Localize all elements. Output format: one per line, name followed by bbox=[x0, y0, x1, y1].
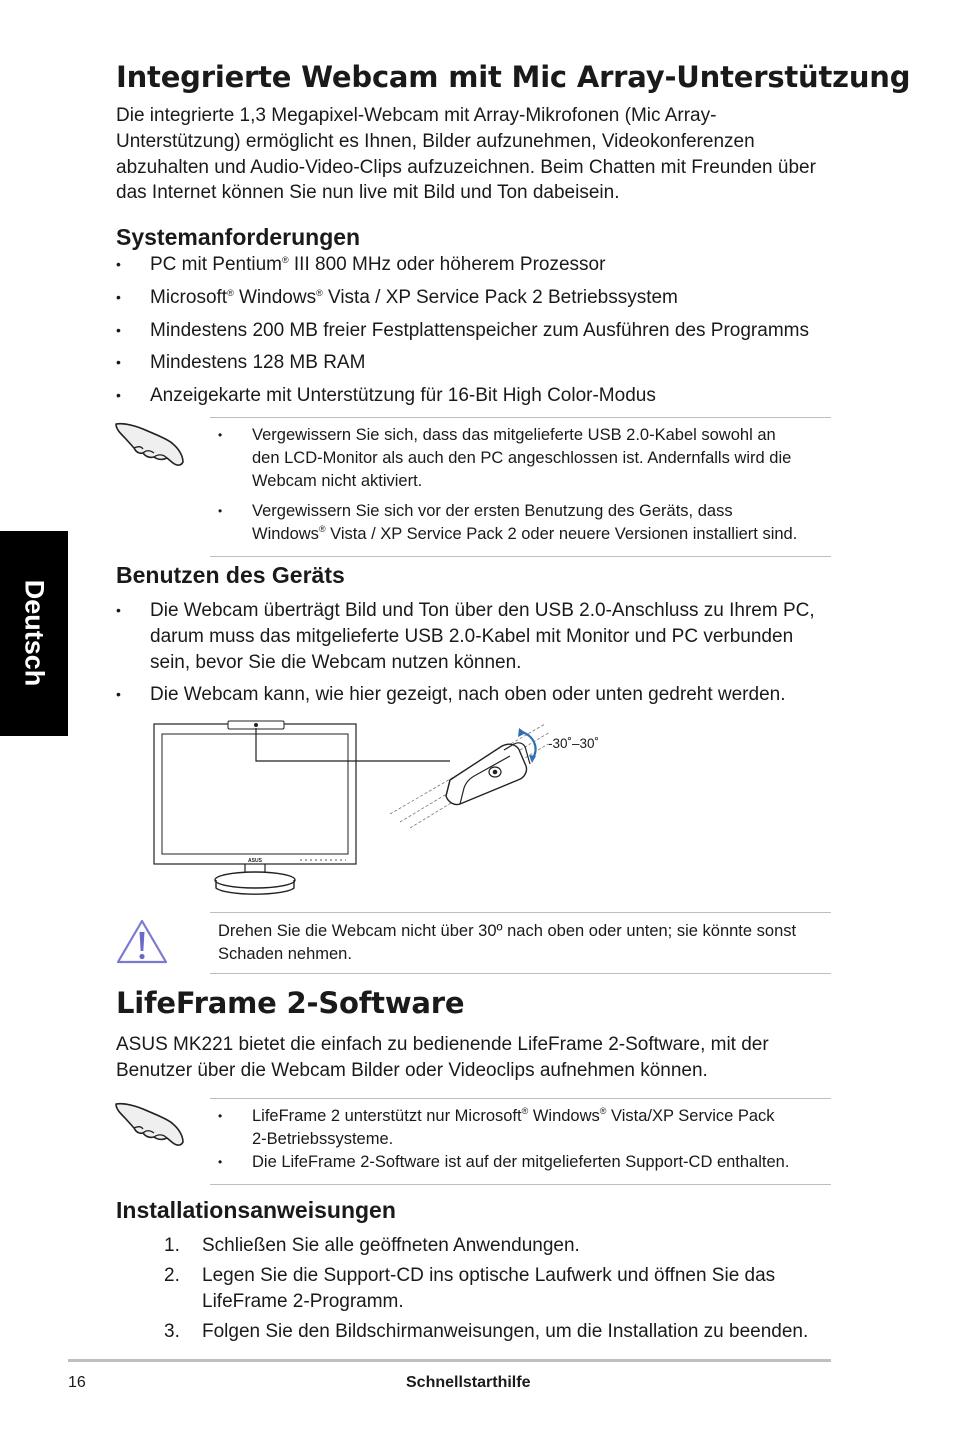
list-item bbox=[116, 682, 836, 708]
text: Die Webcam kann, wie hier gezeigt, nach oben oder unten gedreht werden. bbox=[150, 684, 786, 706]
step-line: LifeFrame 2-Programm. bbox=[202, 1291, 404, 1312]
intro-line: ASUS MK221 bietet die einfach zu bedienende LifeFrame 2-Software, mit der bbox=[116, 1034, 769, 1055]
registered-mark: ® bbox=[521, 1106, 529, 1116]
warning-top-rule bbox=[210, 912, 831, 913]
intro-line: das Internet können Sie nun live mit Bild und Ton dabeisein. bbox=[116, 182, 620, 204]
note-line: Vergewissern Sie sich, dass das mitgelieferte USB 2.0-Kabel sowohl an bbox=[252, 426, 776, 444]
webcam-title: Integrierte Webcam mit Mic Array-Unterstützung bbox=[116, 60, 911, 94]
footer-rule bbox=[68, 1359, 831, 1362]
note-top-rule bbox=[210, 417, 831, 418]
text-line: darum muss das mitgelieferte USB 2.0-Kabel mit Monitor und PC verbunden bbox=[150, 625, 794, 647]
monitor-base bbox=[215, 872, 295, 888]
bullet: • bbox=[116, 321, 121, 338]
warning-line: Drehen Sie die Webcam nicht über 30º nach oben oder unten; sie könnte sonst bbox=[218, 922, 797, 940]
list-item bbox=[116, 1319, 836, 1346]
text: Die LifeFrame 2-Software ist auf der mitgelieferten Support-CD enthalten. bbox=[252, 1153, 790, 1171]
list-item bbox=[116, 285, 836, 311]
bullet: • bbox=[218, 1109, 223, 1123]
registered-mark: ® bbox=[227, 287, 234, 298]
text: Mindestens 200 MB freier Festplattenspeicher zum Ausführen des Programms bbox=[150, 319, 809, 341]
registered-mark: ® bbox=[316, 287, 323, 298]
webcam-intro bbox=[116, 103, 846, 206]
text: Windows bbox=[252, 525, 319, 543]
note-line: Webcam nicht aktiviert. bbox=[252, 472, 423, 490]
note-line: 2-Betriebssysteme. bbox=[252, 1130, 394, 1148]
registered-mark: ® bbox=[599, 1106, 607, 1116]
warning-bottom-rule bbox=[210, 973, 831, 974]
language-label: Deutsch bbox=[19, 579, 50, 687]
bullet: • bbox=[218, 504, 223, 518]
bullet: • bbox=[116, 256, 121, 272]
list-item bbox=[116, 350, 836, 376]
text: Windows bbox=[528, 1107, 600, 1125]
lifeframe-title: LifeFrame 2-Software bbox=[116, 986, 465, 1020]
list-item bbox=[116, 252, 836, 278]
list-item bbox=[116, 383, 836, 409]
list-item bbox=[218, 1151, 831, 1174]
note-box-2 bbox=[218, 1105, 831, 1174]
install-steps bbox=[116, 1233, 836, 1345]
note-line: den LCD-Monitor als auch den PC angeschlossen ist. Andernfalls wird die bbox=[252, 449, 792, 467]
requirements-heading: Systemanforderungen bbox=[116, 224, 361, 250]
note-top-rule bbox=[210, 1098, 831, 1099]
text: Anzeigekarte mit Unterstützung für 16-Bit High Color-Modus bbox=[150, 385, 656, 407]
note-line: Vergewissern Sie sich vor der ersten Benutzung des Geräts, dass bbox=[252, 502, 733, 520]
text: Vista / XP Service Pack 2 oder neuere Versionen installiert sind. bbox=[325, 525, 798, 543]
registered-mark: ® bbox=[281, 255, 289, 265]
note-line bbox=[252, 1105, 831, 1128]
page-number: 16 bbox=[68, 1374, 86, 1391]
bullet: • bbox=[218, 1155, 223, 1169]
text: PC mit Pentium bbox=[150, 254, 282, 275]
warning-text bbox=[218, 920, 838, 966]
requirements-list bbox=[116, 252, 836, 409]
monitor-neck bbox=[245, 864, 265, 872]
step-line: Folgen Sie den Bildschirmanweisungen, um die Installation zu beenden. bbox=[202, 1320, 809, 1342]
text: III 800 MHz oder höherem Prozessor bbox=[288, 254, 606, 275]
text: Microsoft bbox=[150, 286, 228, 308]
step-line: Legen Sie die Support-CD ins optische Laufwerk und öffnen Sie das bbox=[202, 1264, 776, 1286]
webcam-closeup bbox=[446, 743, 530, 805]
note-box-1 bbox=[218, 424, 831, 546]
monitor-base-edge bbox=[216, 880, 294, 894]
text: Mindestens 128 MB RAM bbox=[150, 352, 366, 374]
pointing-hand-icon bbox=[113, 1096, 187, 1148]
footer-title: Schnellstarthilfe bbox=[406, 1374, 531, 1391]
usage-heading: Benutzen des Geräts bbox=[116, 562, 345, 588]
intro-line: Benutzer über die Webcam Bilder oder Videoclips aufnehmen können. bbox=[116, 1059, 708, 1081]
registered-mark: ® bbox=[318, 524, 326, 534]
warning-line: Schaden nehmen. bbox=[218, 945, 352, 963]
webcam-lens bbox=[254, 723, 258, 727]
list-item bbox=[218, 500, 831, 546]
list-item bbox=[218, 424, 831, 493]
bullet: • bbox=[218, 428, 223, 442]
bullet: • bbox=[116, 354, 121, 371]
bullet: • bbox=[116, 288, 121, 305]
text-line: sein, bevor Sie die Webcam nutzen können. bbox=[150, 651, 522, 673]
text-line: Die Webcam überträgt Bild und Ton über den USB 2.0-Anschluss zu Ihrem PC, bbox=[150, 600, 815, 621]
bullet: • bbox=[116, 387, 121, 404]
intro-line: abzuhalten und Audio-Video-Clips aufzuzeichnen. Beim Chatten mit Freunden über bbox=[116, 156, 816, 178]
step-number: 2. bbox=[164, 1264, 180, 1286]
warning-icon bbox=[115, 918, 169, 966]
note-bottom-rule bbox=[210, 556, 831, 557]
language-side-tab bbox=[0, 531, 68, 736]
usage-list bbox=[116, 598, 836, 708]
list-item bbox=[116, 1233, 836, 1260]
angle-label: -30˚–30˚ bbox=[548, 736, 600, 751]
note-line bbox=[252, 523, 831, 546]
monitor-screen bbox=[162, 734, 348, 854]
list-item bbox=[116, 598, 836, 675]
brand-logo: ASUS bbox=[248, 858, 262, 864]
pointing-hand-icon bbox=[113, 416, 187, 468]
step-number: 3. bbox=[164, 1320, 180, 1342]
note-bottom-rule bbox=[210, 1184, 831, 1185]
intro-line: Unterstützung) ermöglicht es Ihnen, Bilder aufzunehmen, Videokonferenzen bbox=[116, 130, 755, 152]
text: LifeFrame 2 unterstützt nur Microsoft bbox=[252, 1107, 522, 1125]
bullet: • bbox=[116, 686, 121, 703]
text: Vista/XP Service Pack bbox=[606, 1107, 775, 1125]
step-number: 1. bbox=[164, 1235, 180, 1256]
list-item bbox=[116, 318, 836, 344]
list-item bbox=[116, 1263, 836, 1316]
text: Windows bbox=[233, 286, 317, 308]
step-line: Schließen Sie alle geöffneten Anwendungen. bbox=[202, 1235, 580, 1256]
install-heading: Installationsanweisungen bbox=[116, 1197, 396, 1223]
list-item bbox=[218, 1105, 831, 1151]
text: Vista / XP Service Pack 2 Betriebssystem bbox=[322, 286, 678, 308]
lifeframe-intro bbox=[116, 1032, 846, 1084]
bullet: • bbox=[116, 602, 121, 618]
intro-line: Die integrierte 1,3 Megapixel-Webcam mit Array-Mikrofonen (Mic Array- bbox=[116, 105, 717, 126]
